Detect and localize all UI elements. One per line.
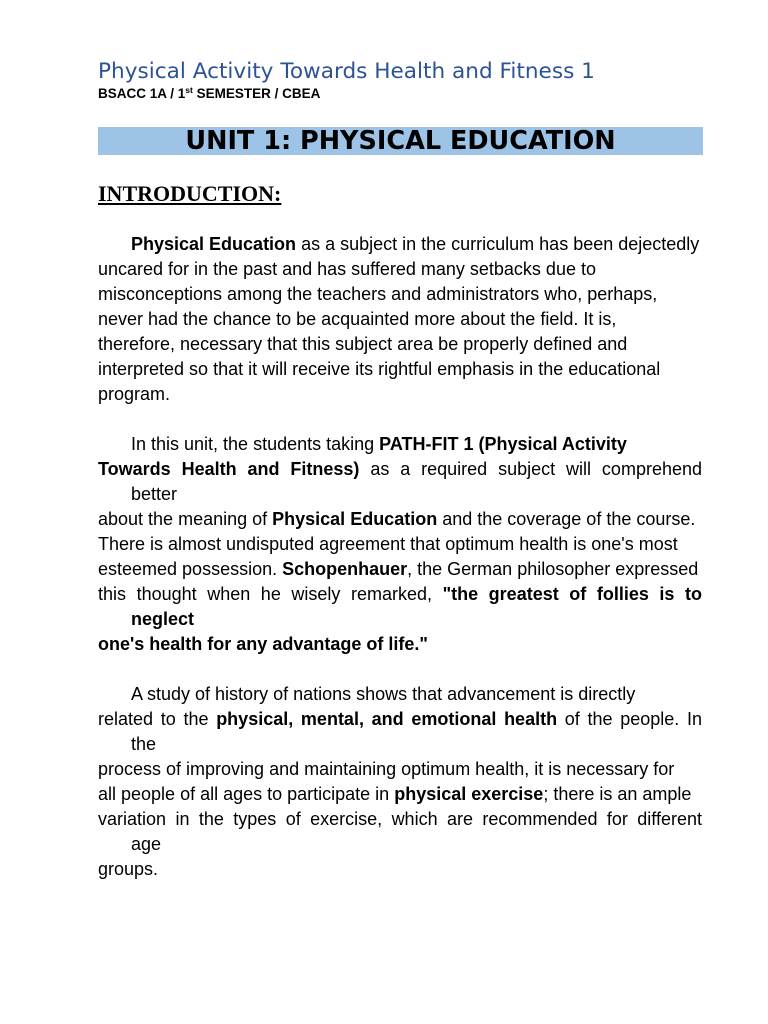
text-run: program. [98,384,171,404]
paragraph [98,682,702,882]
text-run: esteemed possession. [98,559,283,579]
text-run: uncared for in the past and has suffered many setbacks due to [98,259,596,279]
unit-title: UNIT 1: PHYSICAL EDUCATION [185,126,616,156]
bold-run: one's health for any advantage of life." [98,634,428,654]
text-run: process of improving and maintaining optimum health, it is necessary for [98,759,675,779]
paragraph [98,432,702,657]
text-line [98,532,702,557]
bold-run: "the greatest of follies is to [442,584,702,604]
course-info-rest: SEMESTER / CBEA [192,86,321,101]
text-line [98,457,702,482]
text-line [98,607,702,632]
text-run: never had the chance to be acquainted more about the field. It is, [98,309,617,329]
text-run: this thought when he wisely remarked, [98,584,443,604]
text-run: There is almost undisputed agreement that optimum health is one's most [98,534,678,554]
text-run: better [131,484,178,504]
text-run: about the meaning of [98,509,273,529]
course-info [98,85,320,103]
text-line [98,257,702,282]
text-line [98,857,702,882]
course-info-text: BSACC 1A / 1 [98,86,186,101]
text-line [98,832,702,857]
bold-run: physical exercise [394,784,544,804]
text-line [98,432,702,457]
text-line [98,807,702,832]
bold-run: physical, mental, and emotional health [216,709,558,729]
text-line [98,307,702,332]
text-run: groups. [98,859,159,879]
text-run: A study of history of nations shows that advancement is directly [131,684,636,704]
text-run: ; there is an ample [543,784,692,804]
text-line [98,282,702,307]
text-line [98,582,702,607]
text-line [98,332,702,357]
bold-run: Schopenhauer [282,559,408,579]
text-line [98,382,702,407]
bold-run: PATH-FIT 1 (Physical Activity [379,434,627,454]
text-run: therefore, necessary that this subject area be properly defined and [98,334,628,354]
text-line [98,782,702,807]
text-line [98,232,702,257]
text-line [98,557,702,582]
bold-run: neglect [131,609,195,629]
unit-banner [98,127,703,155]
ordinal-suffix: st [185,85,193,95]
body-text [98,232,702,882]
text-run: of the people. In [557,709,702,729]
paragraph [98,232,702,407]
text-run: misconceptions among the teachers and administrators who, perhaps, [98,284,658,304]
text-run: , the German philosopher expressed [407,559,699,579]
text-line [98,707,702,732]
text-run: In this unit, the students taking [131,434,380,454]
text-run: as a subject in the curriculum has been dejectedly [296,234,700,254]
text-run: the [131,734,157,754]
document-title: Physical Activity Towards Health and Fitness 1 [98,59,595,84]
text-line [98,632,702,657]
text-run: as a required subject will comprehend [359,459,702,479]
text-run: all people of all ages to participate in [98,784,395,804]
text-run: interpreted so that it will receive its rightful emphasis in the educational [98,359,661,379]
text-line [98,357,702,382]
bold-run: Towards Health and Fitness) [98,459,360,479]
bold-run: Physical Education [131,234,297,254]
text-run: related to the [98,709,217,729]
bold-run: Physical Education [272,509,438,529]
text-run: age [131,834,162,854]
text-line [98,757,702,782]
text-run: and the coverage of the course. [437,509,696,529]
text-line [98,482,702,507]
section-heading: INTRODUCTION: [98,181,282,206]
text-line [98,507,702,532]
text-line [98,732,702,757]
text-run: variation in the types of exercise, which are recommended for different [98,809,702,829]
text-line [98,682,702,707]
